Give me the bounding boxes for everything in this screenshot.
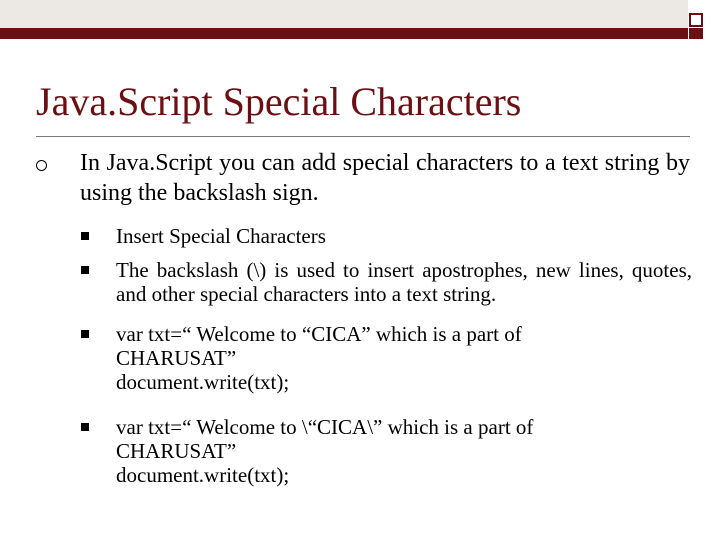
list-item <box>116 258 692 306</box>
list-item <box>116 224 692 248</box>
intro-paragraph: In Java.Script you can add special characters to a text string by using the backslash sign. <box>80 150 690 206</box>
list-item-line: document.write(txt); <box>116 463 290 487</box>
square-bullet-icon <box>81 232 89 240</box>
square-bullet-icon <box>81 423 89 431</box>
slide-title: Java.Script Special Characters <box>36 79 522 124</box>
list-item-line: Insert Special Characters <box>116 224 326 248</box>
square-bullet-icon <box>81 266 89 274</box>
list-item-line: document.write(txt); <box>116 370 290 394</box>
list-item-line: CHARUSAT” <box>116 346 237 370</box>
top-banner <box>0 0 688 28</box>
list-item-line: var txt=“ Welcome to “CICA” which is a part of <box>116 322 522 346</box>
top-banner-stripe <box>0 28 688 39</box>
list-item <box>116 322 692 394</box>
corner-stripe <box>689 28 703 39</box>
list-item-line: var txt=“ Welcome to \“CICA\” which is a part of <box>116 415 534 439</box>
hollow-circle-bullet-icon <box>36 160 47 171</box>
title-divider <box>36 136 690 137</box>
list-item-text: The backslash (\) is used to insert apostrophes, new lines, quotes, and other special characters into a text string. <box>116 258 692 306</box>
list-item <box>116 415 692 487</box>
square-bullet-icon <box>81 330 89 338</box>
list-item-line: CHARUSAT” <box>116 439 237 463</box>
corner-square-icon <box>689 13 703 27</box>
